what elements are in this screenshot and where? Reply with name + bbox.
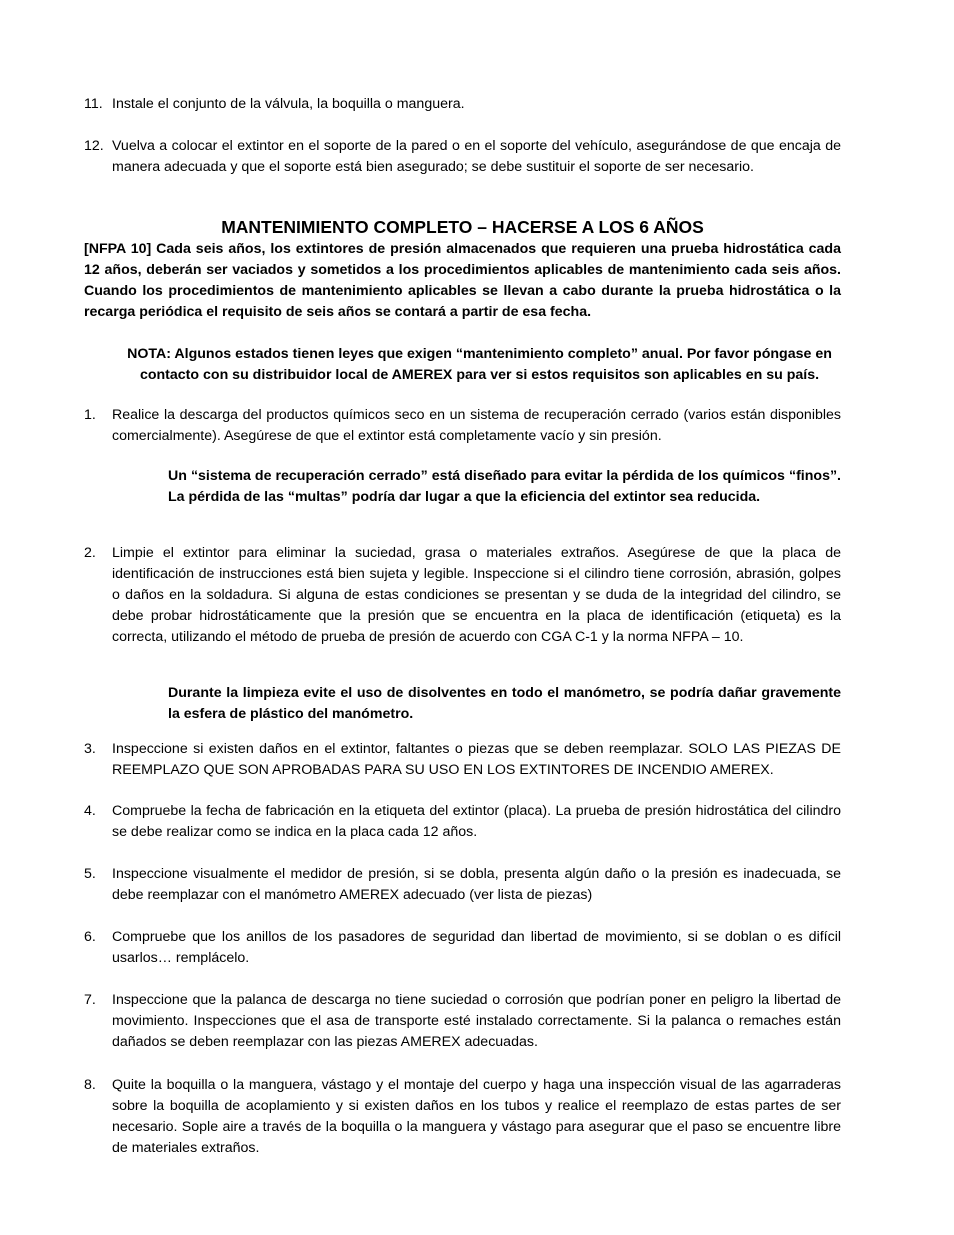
nfpa-paragraph: [NFPA 10] Cada seis años, los extintores de presión almacenados que requieren una prueba hidrostática cada 12 años, deberán ser vaciados y sometidos a los procedimientos aplicables de mantenimiento cada seis años. Cuando los procedimientos de mantenimiento aplicables se llevan a cabo durante la prueba hidrostática o la recarga periódica el requisito de seis años se contará a partir de esa fecha. <box>84 241 841 320</box>
step-number: 2. <box>84 545 96 561</box>
step-1 <box>84 405 841 447</box>
step-number: 8. <box>84 1077 96 1093</box>
list-item-11 <box>84 94 841 115</box>
step-4 <box>84 801 841 843</box>
item-number: 11. <box>84 96 103 112</box>
section-heading: MANTENIMIENTO COMPLETO – HACERSE A LOS 6 AÑOS <box>221 217 704 237</box>
step-number: 5. <box>84 866 96 882</box>
step-5 <box>84 864 841 906</box>
step-text: Inspeccione si existen daños en el extintor, faltantes o piezas que se deben reemplazar. SOLO LAS PIEZAS DE REEMPLAZO QUE SON APROBADAS PARA SU USO EN LOS EXTINTORES DE INCENDIO AMEREX. <box>112 741 841 778</box>
step-number: 3. <box>84 741 96 757</box>
step-number: 1. <box>84 407 96 423</box>
recovery-callout: Un “sistema de recuperación cerrado” está diseñado para evitar la pérdida de los químicos “finos”. La pérdida de las “multas” podría dar lugar a que la eficiencia del extintor sea reducida. <box>168 468 841 505</box>
step-7 <box>84 990 841 1053</box>
item-number: 12. <box>84 138 104 154</box>
step-number: 6. <box>84 929 96 945</box>
step-text: Compruebe la fecha de fabricación en la etiqueta del extintor (placa). La prueba de presión hidrostática del cilindro se debe realizar como se indica en la placa cada 12 años. <box>112 803 841 840</box>
step-text: Compruebe que los anillos de los pasadores de seguridad dan libertad de movimiento, si se doblan o es difícil usarlos… remplácelo. <box>112 929 841 966</box>
item-text: Instale el conjunto de la válvula, la boquilla o manguera. <box>112 96 465 112</box>
step-text: Inspeccione visualmente el medidor de presión, si se dobla, presenta algún daño o la presión es inadecuada, se debe reemplazar con el manómetro AMEREX adecuado (ver lista de piezas) <box>112 866 841 903</box>
step-number: 7. <box>84 992 96 1008</box>
step-3 <box>84 739 841 781</box>
step-8 <box>84 1075 841 1159</box>
step-text: Limpie el extintor para eliminar la suciedad, grasa o materiales extraños. Asegúrese de que la placa de identificación de instrucciones está bien sujeta y legible. Inspeccione si el cilindro tiene corrosión, abrasión, golpes o daños en la soldadura. Si alguna de estas condiciones se presentan y se duda de la integridad del cilindro, se debe probar hidrostáticamente que la presión que se encuentra en la placa de identificación (etiqueta) es la correcta, utilizando el método de prueba de presión de acuerdo con CGA C-1 y la norma NFPA – 10. <box>112 545 841 645</box>
note-paragraph: NOTA: Algunos estados tienen leyes que exigen “mantenimiento completo” anual. Por favor póngase en contacto con su distribuidor local de AMEREX para ver si estos requisitos son aplicables en su país. <box>127 346 832 383</box>
list-item-12 <box>84 136 841 178</box>
step-text: Inspeccione que la palanca de descarga no tiene suciedad o corrosión que podrían poner en peligro la libertad de movimiento. Inspecciones que el asa de transporte esté instalado correctamente. Si la palanca o remaches están dañados se deben reemplazar con las piezas AMEREX adecuadas. <box>112 992 841 1050</box>
step-number: 4. <box>84 803 96 819</box>
cleaning-callout: Durante la limpieza evite el uso de disolventes en todo el manómetro, se podría dañar gravemente la esfera de plástico del manómetro. <box>168 685 841 722</box>
step-2 <box>84 543 841 648</box>
step-text: Quite la boquilla o la manguera, vástago y el montaje del cuerpo y haga una inspección visual de las agarraderas sobre la boquilla de acoplamiento y si existen daños en los tubos y realice el reemplazo de estas partes de ser necesario. Sople aire a través de la boquilla o la manguera y vástago para asegurar que el paso se encuentre libre de materiales extraños. <box>112 1077 841 1156</box>
step-text: Realice la descarga del productos químicos seco en un sistema de recuperación cerrado (varios están disponibles comercialmente). Asegúrese de que el extintor está completamente vacío y sin presión. <box>112 407 841 444</box>
step-6 <box>84 927 841 969</box>
item-text: Vuelva a colocar el extintor en el soporte de la pared o en el soporte del vehículo, asegurándose de que encaja de manera adecuada y que el soporte está bien asegurado; se debe sustituir el soporte de ser necesario. <box>112 138 841 175</box>
